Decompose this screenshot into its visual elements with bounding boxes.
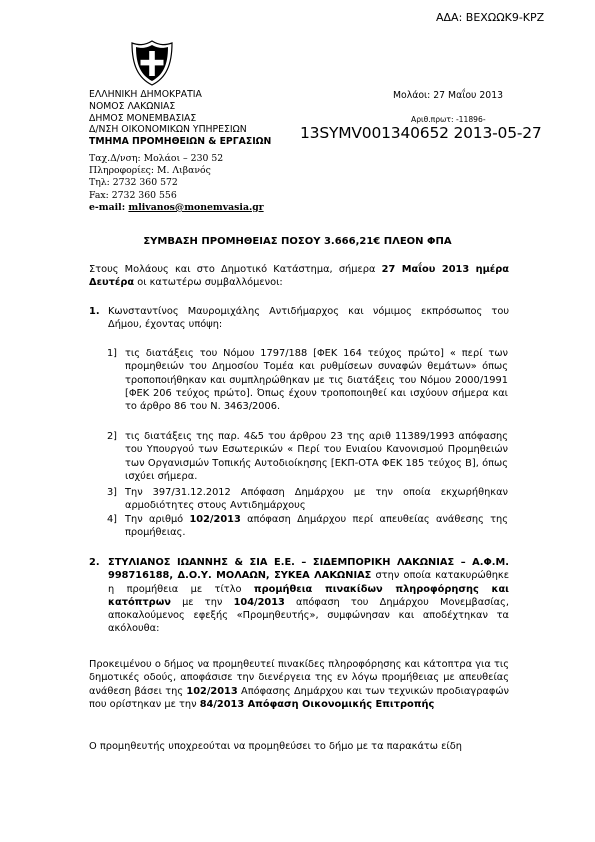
- protocol-number: Αριθ.πρωτ: -11896-: [411, 115, 486, 124]
- section-number: 1.: [89, 306, 100, 317]
- list-text: Την 397/31.12.2012 Απόφαση Δημάρχου με την οποία εκχωρήθηκαν αρμοδιότητες στους Αντιδημάρχους: [125, 487, 508, 512]
- greek-emblem-icon: [131, 40, 173, 86]
- address: Ταχ.Δ/νση: Μολάοι – 230 52: [89, 153, 224, 164]
- list-text: τις διατάξεις της παρ. 4&5 του άρθρου 23 της αριθ 11389/1993 απόφασης του Υπουργού των Εσωτερικών « Περί του Ενιαίου Κανονισμού Προμηθειών των Οργανισμών Τοπικής Αυτοδιοίκησης [ΕΚΠ-ΟΤΑ ΦΕΚ 185 τεύχος Β], όπως ισχύει σήμερα.: [125, 431, 508, 482]
- intro-paragraph: Στους Μολάους και στο Δημοτικό Κατάστημα, σήμερα 27 Μαΐου 2013 ημέρα Δευτέρα οι κατωτέρω συμβαλλόμενοι:: [89, 264, 509, 289]
- issuer-header: [89, 89, 271, 148]
- contact-block: [89, 153, 264, 214]
- ada-code: ΑΔΑ: ΒΕΧΩΩΚ9-ΚΡΖ: [436, 11, 545, 24]
- email-line: [89, 202, 264, 214]
- email-label: e-mail:: [89, 201, 126, 213]
- obligation-paragraph: Ο προμηθευτής υποχρεούται να προμηθεύσει το δήμο με τα παρακάτω είδη: [89, 741, 462, 752]
- document-date: Μολάοι: 27 Μαΐου 2013: [393, 90, 504, 101]
- list-item: [95, 430, 508, 483]
- purpose-paragraph: Προκειμένου ο δήμος να προμηθευτεί πινακίδες πληροφόρησης και κάτοπτρα για τις δημοτικές οδούς, αποφάσισε την διενέργεια της εν λόγω προμήθειας με απευθείας ανάθεση βάσει της 102/2013 Απόφασης Δημάρχου και των τεχνικών προδιαγραφών που ορίστηκαν με την 84/2013 Απόφαση Οικονομικής Επιτροπής: [89, 659, 510, 710]
- header-department: ΤΜΗΜΑ ΠΡΟΜΗΘΕΙΩΝ & ΕΡΓΑΣΙΩΝ: [89, 136, 272, 148]
- info-person: Πληροφορίες: Μ. Λιβανός: [89, 165, 211, 177]
- section-text: Κωνσταντίνος Μαυρομιχάλης Αντιδήμαρχος και νόμιμος εκπρόσωπος του Δήμου, έχοντας υπόψη:: [108, 306, 509, 331]
- list-marker: 2]: [106, 431, 117, 442]
- list-marker: 4]: [106, 514, 117, 525]
- list-text: τις διατάξεις του Νόμου 1797/188 [ΦΕΚ 164 τεύχος πρώτο] « περί των προμηθειών του Δημοσίου Τομέα και ρυθμίσεων συναφών θεμάτων» όπως τροποποιήθηκαν και συμπληρώθηκαν με τις διατάξεις του Νόμου 2000/1991 [ΦΕΚ 206 τεύχος πρώτο]. Όπως έχουν τροποποιηθεί και ισχύουν σήμερα και το άρθρο 86 του Ν. 3463/2006.: [125, 348, 508, 413]
- header-line: ΕΛΛΗΝΙΚΗ ΔΗΜΟΚΡΑΤΙΑ: [89, 89, 202, 100]
- header-line: ΔΗΜΟΣ ΜΟΝΕΜΒΑΣΙΑΣ: [89, 112, 197, 124]
- section-text: ΣΤΥΛΙΑΝΟΣ ΙΩΑΝΝΗΣ & ΣΙΑ Ε.Ε. – ΣΙΔΕΜΠΟΡΙΚΗ ΛΑΚΩΝΙΑΣ – Α.Φ.Μ. 998716188, Δ.Ο.Υ. ΜΟΛΑΩΝ, ΣΥΚΕΑ ΛΑΚΩΝΙΑΣ στην οποία κατακυρώθηκε η προμήθεια με τίτλο προμήθεια πινακίδων πληροφόρησης και κατόπτρων με την 104/2013 απόφαση του Δημάρχου Μονεμβασίας, αποκαλούμενος εφεξής «Προμηθευτής», συμφώνησαν και αποδέχτηκαν τα ακόλουθα:: [108, 557, 509, 635]
- header-line: ΝΟΜΟΣ ΛΑΚΩΝΙΑΣ: [89, 100, 176, 112]
- fax: Fax: 2732 360 556: [89, 189, 177, 201]
- section-number: 2.: [89, 557, 100, 568]
- list-marker: 3]: [106, 487, 117, 498]
- list-item: [95, 513, 508, 540]
- header-line: Δ/ΝΣΗ ΟΙΚΟΝΟΜΙΚΩΝ ΥΠΗΡΕΣΙΩΝ: [89, 124, 247, 136]
- section-1: [89, 305, 509, 332]
- registry-stamp: 13SYMV001340652 2013-05-27: [300, 124, 542, 142]
- contract-title: ΣΥΜΒΑΣΗ ΠΡΟΜΗΘΕΙΑΣ ΠΟΣΟΥ 3.666,21€ ΠΛΕΟΝ ΦΠΑ: [143, 236, 452, 247]
- section-2: [89, 556, 509, 636]
- email-link[interactable]: mlivanos@monemvasia.gr: [128, 201, 264, 213]
- list-item: [95, 347, 508, 413]
- phone: Τηλ: 2732 360 572: [89, 177, 178, 189]
- list-marker: 1]: [106, 348, 117, 359]
- list-text: Την αριθμό 102/2013 απόφαση Δημάρχου περί απευθείας ανάθεσης της προμήθειας.: [125, 514, 508, 539]
- list-item: [95, 486, 508, 513]
